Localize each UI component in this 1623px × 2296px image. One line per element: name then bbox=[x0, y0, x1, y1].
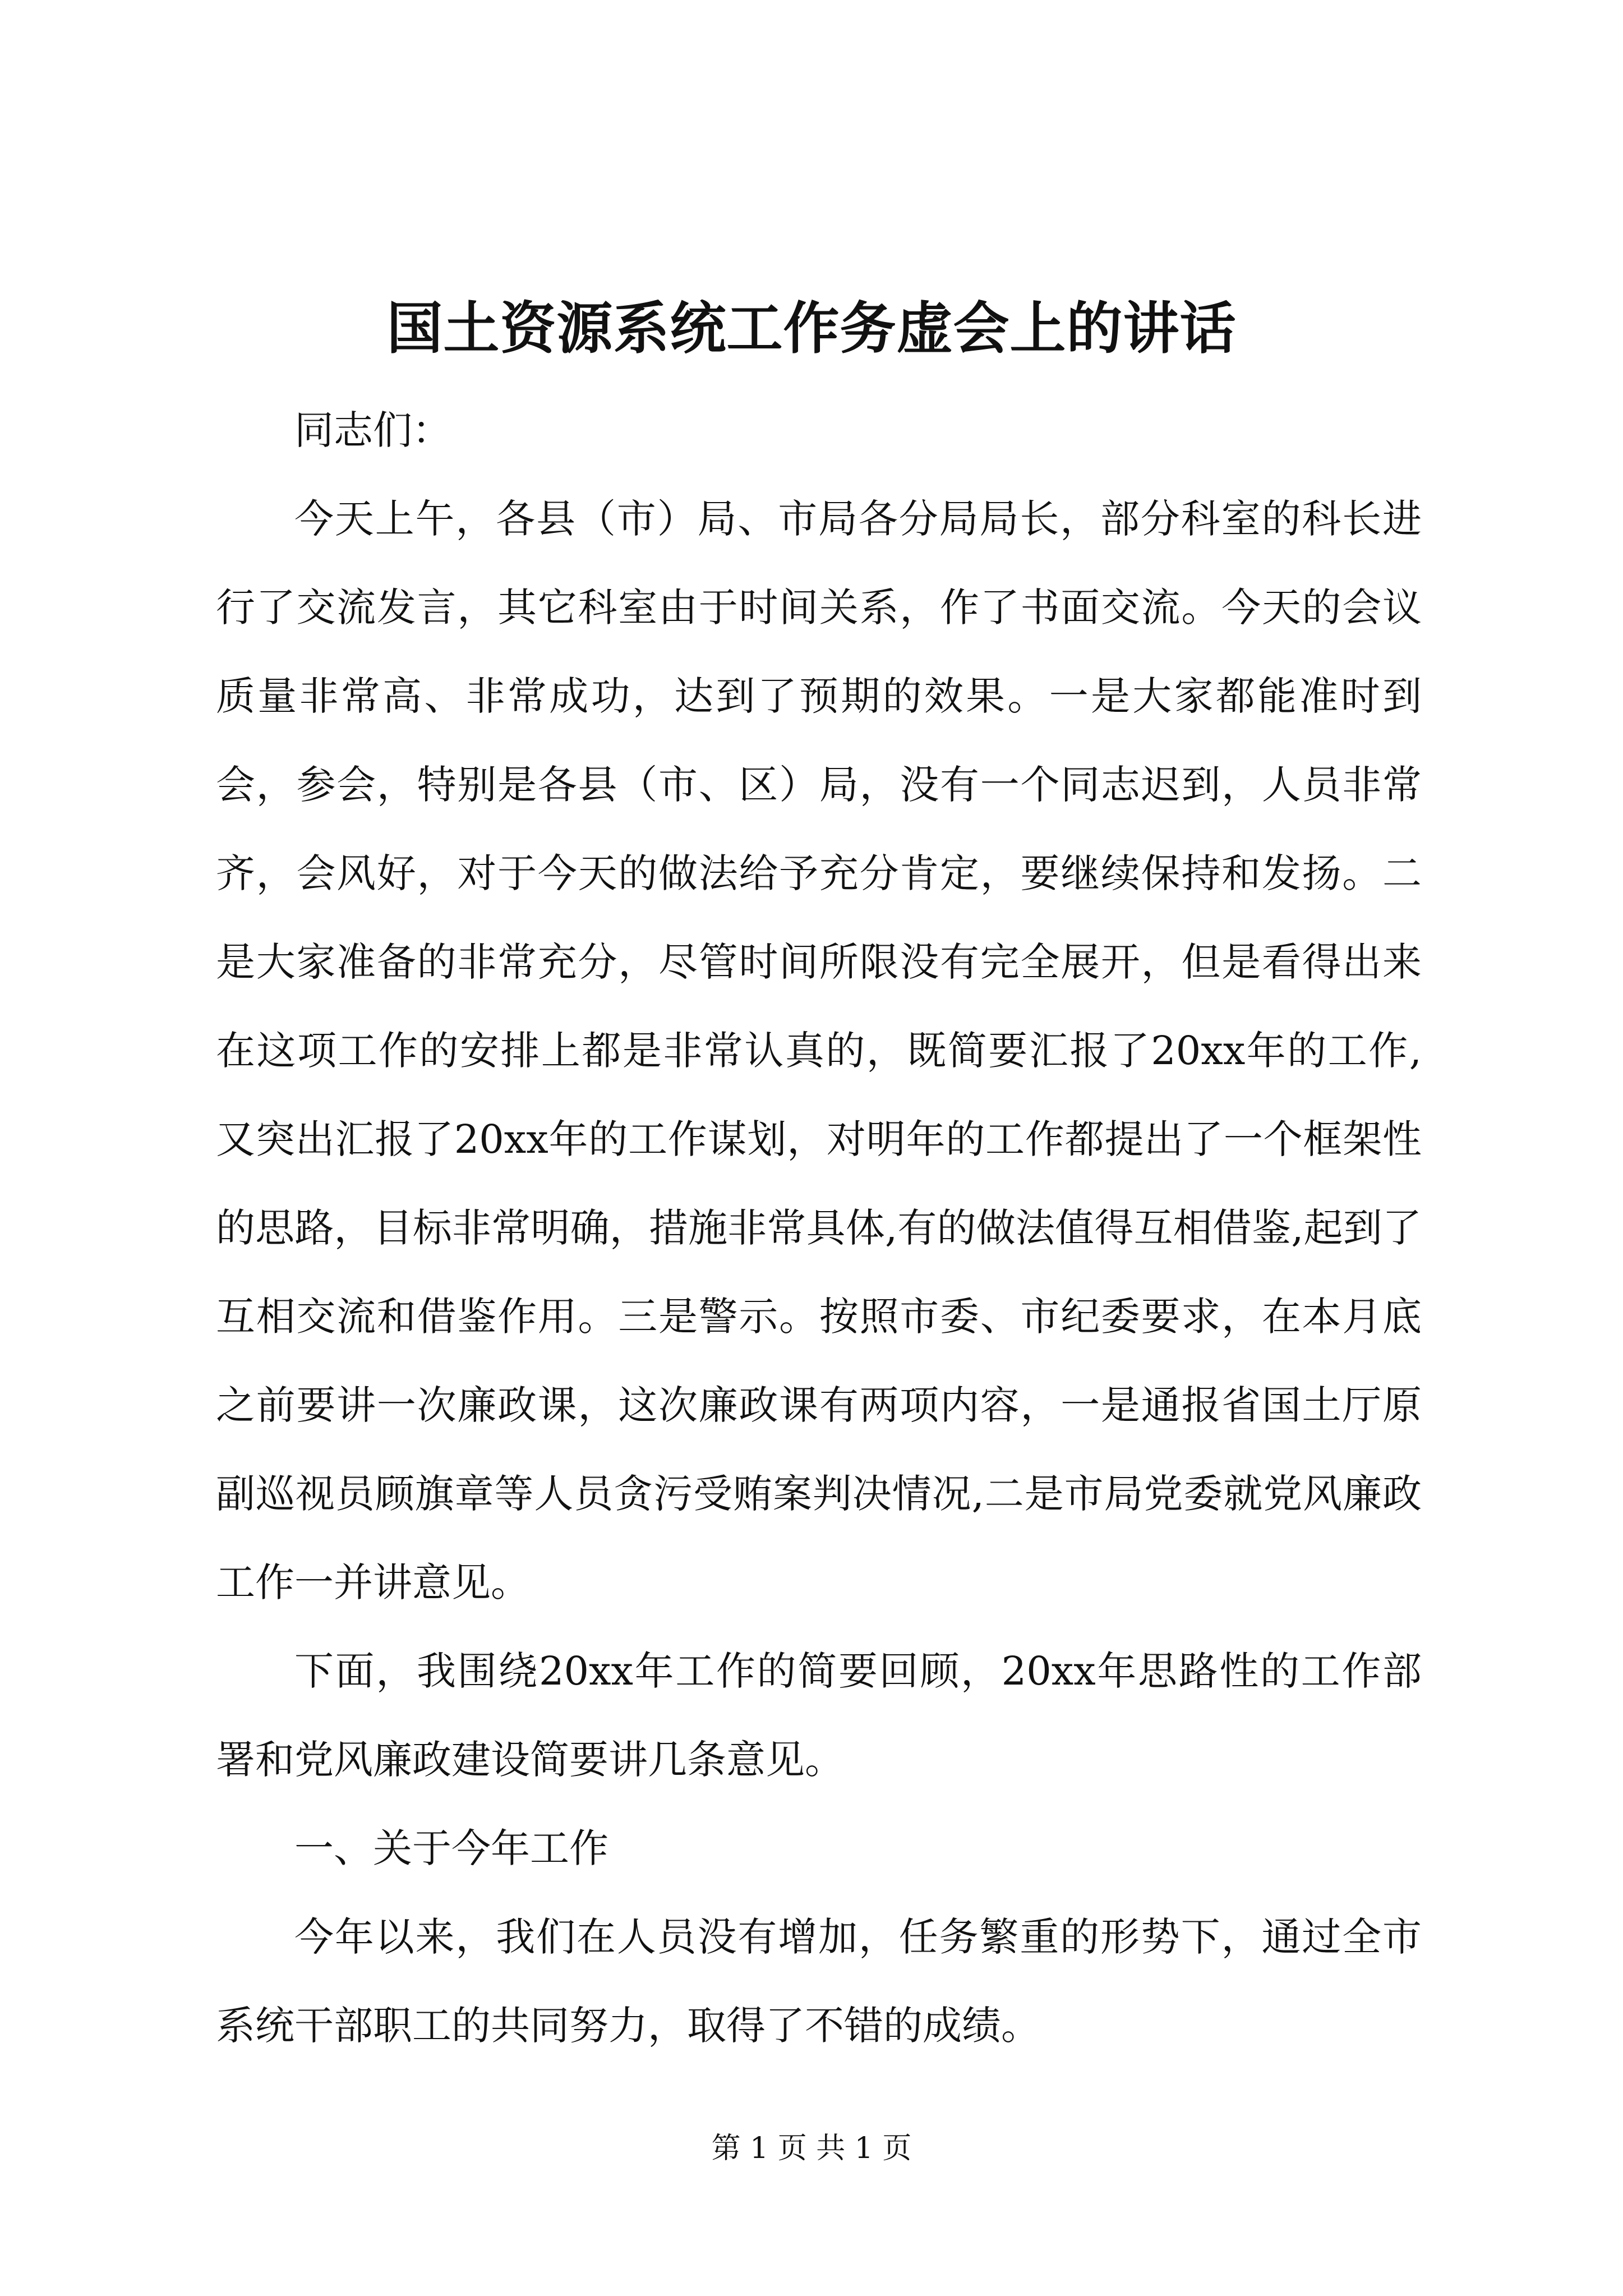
salutation: 同志们： bbox=[294, 407, 451, 453]
document-title: 国土资源系统工作务虚会上的讲话 bbox=[386, 295, 1237, 361]
paragraph: 今年以来，我们在人员没有增加，任务繁重的形势下，通过全市系统干部职工的共同努力，取得了不错的成绩。 bbox=[216, 1914, 1422, 2049]
paragraph: 今天上午，各县（市）局、市局各分局局长，部分科室的科长进行了交流发言，其它科室由于时间关系，作了书面交流。今天的会议质量非常高、非常成功，达到了预期的效果。一是大家都能准时到会，参会，特别是各县（市、区）局，没有一个同志迟到，人员非常齐，会风好，对于今天的做法给予充分肯定，要继续保持和发扬。二是大家准备的非常充分，尽管时间所限没有完全展开，但是看得出来在这项工作的安排上都是非常认真的，既简要汇报了20xx年的工作,又突出汇报了20xx年的工作谋划，对明年的工作都提出了一个框架性的思路，目标非常明确，措施非常具体,有的做法值得互相借鉴,起到了互相交流和借鉴作用。三是警示。按照市委、市纪委要求，在本月底之前要讲一次廉政课，这次廉政课有两项内容，一是通报省国土厅原副巡视员顾旗章等人员贪污受贿案判决情况,二是市局党委就党风廉政工作一并讲意见。 bbox=[216, 496, 1422, 1605]
paragraph: 下面，我围绕20xx年工作的简要回顾，20xx年思路性的工作部署和党风廉政建设简要讲几条意见。 bbox=[216, 1648, 1422, 1783]
section-heading: 一、关于今年工作 bbox=[294, 1825, 608, 1871]
document-body bbox=[216, 386, 1422, 2070]
page-number-footer: 第 1 页 共 1 页 bbox=[711, 2132, 912, 2165]
